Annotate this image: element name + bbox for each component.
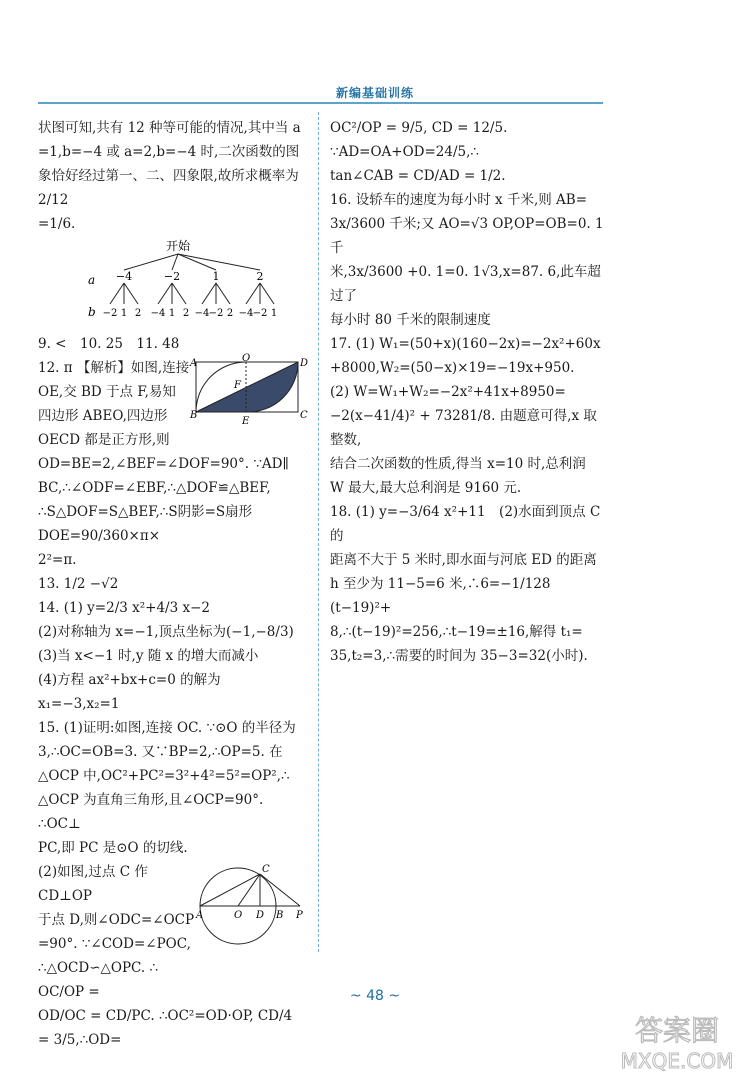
fig12-label-F: F — [234, 380, 241, 391]
tree-b-value: 2 — [226, 308, 234, 319]
fig12-label-O: O — [242, 353, 251, 364]
fig15-label-A: A — [196, 910, 204, 921]
text-line: 象恰好经过第一、二、四象限,故所求概率为 2/12 — [38, 168, 299, 208]
tree-b-value: 1 — [270, 308, 278, 319]
figure-12 — [190, 353, 309, 427]
fig15-label-D: D — [256, 910, 265, 921]
text-line: 16. 设轿车的速度为每小时 x 千米,则 AB= — [330, 192, 588, 208]
fig15-label-B: B — [276, 910, 284, 921]
text-line: h 至少为 11−5=6 米,∴6=−1/128 (t−19)²+ — [330, 576, 551, 616]
page-number: ~ 48 ~ — [349, 988, 401, 1004]
text-line: 2²=π. — [38, 552, 77, 568]
tree-a-value: −4 — [115, 270, 133, 283]
tree-b-value: 2 — [134, 308, 142, 319]
text-line: 3x/3600 千米;又 AO=√3 OP,OP=OB=0. 1 千 — [330, 216, 604, 256]
left-column — [38, 116, 309, 1052]
tree-diagram — [38, 240, 306, 320]
watermark-line1: 答案圈 — [634, 1014, 720, 1047]
text-line: OE,交 BD 于点 F,易知 — [38, 384, 176, 400]
figure-15 — [196, 860, 306, 956]
text-line: OD=BE=2,∠BEF=∠DOF=90°. ∵AD∥ — [38, 456, 289, 472]
text-line: 结合二次函数的性质,得当 x=10 时,总利润 — [330, 456, 586, 472]
fig12-label-D: D — [300, 358, 309, 369]
text-line: =90°. ∵∠COD=∠POC, — [38, 936, 191, 952]
text-line: +8000,W₂=(50−x)×19=−19x+950. — [330, 360, 575, 376]
fig12-label-C: C — [300, 410, 308, 421]
text-line: 14. (1) y=2/3 x²+4/3 x−2 — [38, 600, 210, 616]
text-line: (2) W=W₁+W₂=−2x²+41x+8950= — [330, 384, 566, 400]
text-line: △OCP 中,OC²+PC²=3²+4²=5²=OP²,∴ — [38, 768, 290, 784]
text-line: BC,∴∠ODF=∠EBF,∴△DOF≌△BEF, — [38, 480, 271, 496]
text-line: 35,t₂=3,∴需要的时间为 35−3=32(小时). — [330, 648, 588, 664]
text-line: =1/6. — [38, 216, 76, 232]
text-line: 17. (1) W₁=(50+x)(160−2x)=−2x²+60x — [330, 336, 601, 352]
tree-root: 开始 — [165, 239, 191, 253]
text-line: −2(x−41/4)² + 73281/8. 由题意可得,x 取整数, — [330, 408, 597, 448]
watermark-logo — [612, 1006, 742, 1076]
watermark-line2: MXQE.COM — [620, 1049, 734, 1073]
tree-b-value: −2 — [252, 308, 268, 319]
header-rule — [38, 102, 603, 104]
text-line: (3)当 x<−1 时,y 随 x 的增大而减小 — [38, 648, 259, 664]
fig12-label-E: E — [242, 416, 250, 427]
text-line: 13. 1/2 −√2 — [38, 576, 119, 592]
text-line: (4)方程 ax²+bx+c=0 的解为 x₁=−3,x₂=1 — [38, 672, 221, 712]
fig15-label-P: P — [296, 910, 303, 921]
column-divider — [318, 112, 319, 952]
tree-b-value: −4 — [194, 308, 210, 319]
text-line: 每小时 80 千米的限制速度 — [330, 312, 491, 328]
text-line: 四边形 ABEO,四边形 — [38, 408, 168, 424]
text-line: △OCP 为直角三角形,且∠OCP=90°. ∴OC⊥ — [38, 792, 264, 832]
q12-block — [38, 353, 309, 452]
tree-a-value: 2 — [256, 270, 264, 283]
fig15-label-C: C — [262, 864, 270, 875]
text-line: tan∠CAB = CD/AD = 1/2. — [330, 168, 506, 184]
tree-a-value: 1 — [212, 270, 220, 283]
tree-b-value: 2 — [182, 308, 190, 319]
tree-b-value: −2 — [102, 308, 118, 319]
header-title: 新编基础训练 — [335, 86, 414, 100]
fig12-label-B: B — [190, 410, 198, 421]
text-line: 3,∴OC=OB=3. 又∵BP=2,∴OP=5. 在 — [38, 744, 283, 760]
text-line: 15. (1)证明:如图,连接 OC. ∵⊙O 的半径为 — [38, 720, 296, 736]
tree-a-value: −2 — [163, 270, 181, 283]
tree-b-value: −2 — [208, 308, 224, 319]
tree-label-a: a — [88, 273, 96, 287]
text-line: OD/OC = CD/PC. ∴OC²=OD·OP, CD/4 = 3/5,∴OD= — [38, 1008, 293, 1048]
text-line: PC,即 PC 是⊙O 的切线. — [38, 840, 188, 856]
right-column — [330, 116, 606, 668]
text-line: 18. (1) y=−3/64 x²+11 (2)水面到顶点 C 的 — [330, 504, 601, 544]
text-line: (2)对称轴为 x=−1,顶点坐标为(−1,−8/3) — [38, 624, 294, 640]
text-line: 12. π 【解析】如图,连接 — [38, 360, 190, 376]
text-line: 8,∴(t−19)²=256,∴t−19=±16,解得 t₁= — [330, 624, 583, 640]
text-line: ∴△OCD∽△OPC. ∴ OC/OP = — [38, 960, 159, 1000]
tree-b-value: 1 — [168, 308, 176, 319]
q15-block — [38, 860, 306, 1004]
tree-b-value: −4 — [150, 308, 166, 319]
tree-b-value: −4 — [238, 308, 254, 319]
tree-label-b: b — [88, 305, 96, 319]
text-line: 9. < 10. 25 11. 48 — [38, 336, 180, 352]
text-line: ∴S△DOF=S△BEF,∴S阴影=S扇形DOE=90/360×π× — [38, 504, 253, 544]
text-line: OC²/OP = 9/5, CD = 12/5. ∵AD=OA+OD=24/5,∴ — [330, 120, 508, 160]
text-line: (2)如图,过点 C 作 CD⊥OP — [38, 864, 148, 904]
fig12-label-A: A — [190, 358, 198, 369]
text-line: W 最大,最大总利润是 9160 元. — [330, 480, 522, 496]
text-line: 距离不大于 5 米时,即水面与河底 ED 的距离 — [330, 552, 597, 568]
text-line: OECD 都是正方形,则 — [38, 432, 170, 448]
fig15-label-O: O — [234, 910, 243, 921]
text-line: 于点 D,则∠ODC=∠OCP — [38, 912, 195, 928]
text-line: 状图可知,共有 12 种等可能的情况,其中当 a — [38, 120, 301, 136]
tree-b-value: 1 — [120, 308, 128, 319]
text-line: 米,3x/3600 +0. 1=0. 1√3,x=87. 6,此车超过了 — [330, 264, 601, 304]
text-line: =1,b=−4 或 a=2,b=−4 时,二次函数的图 — [38, 144, 300, 160]
